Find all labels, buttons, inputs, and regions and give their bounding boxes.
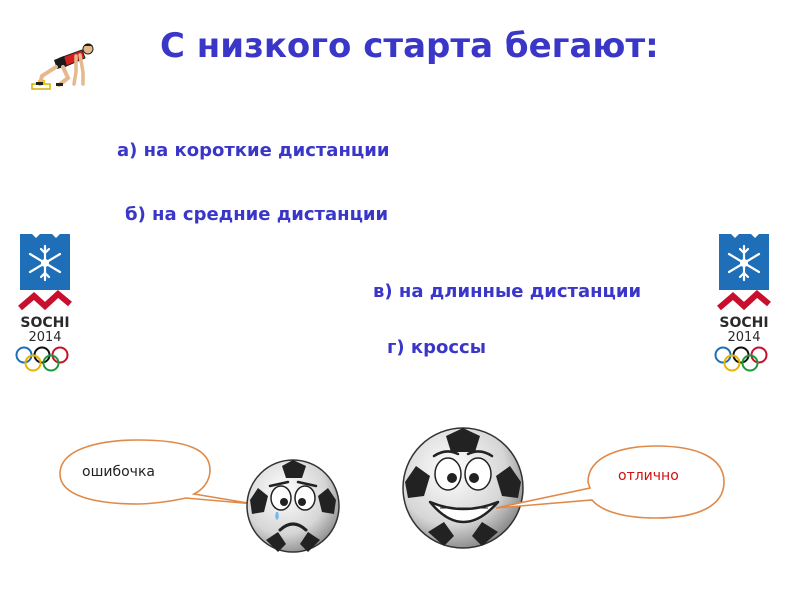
slide-title: С низкого старта бегают: — [160, 26, 659, 66]
logo-year-label: 2014 — [28, 330, 62, 345]
answer-option-d[interactable]: г) кроссы — [387, 337, 486, 358]
logo-sochi-label: SOCHI — [719, 315, 769, 331]
sprinter-icon — [30, 38, 100, 92]
olympic-rings-icon — [716, 348, 767, 371]
answer-option-a[interactable]: а) на короткие дистанции — [117, 140, 390, 161]
speech-bubble-right — [492, 442, 732, 524]
sochi-2014-logo-right — [711, 228, 783, 386]
logo-year-label: 2014 — [727, 330, 761, 345]
feedback-right-label: отлично — [618, 468, 679, 484]
logo-sochi-label: SOCHI — [20, 315, 70, 331]
answer-option-b[interactable]: б) на средние дистанции — [125, 204, 389, 225]
feedback-wrong-label: ошибочка — [82, 464, 155, 480]
olympic-rings-icon — [17, 348, 68, 371]
sochi-2014-logo-left — [12, 228, 84, 386]
sad-soccer-ball-icon[interactable] — [244, 456, 342, 556]
answer-option-c[interactable]: в) на длинные дистанции — [373, 281, 642, 302]
